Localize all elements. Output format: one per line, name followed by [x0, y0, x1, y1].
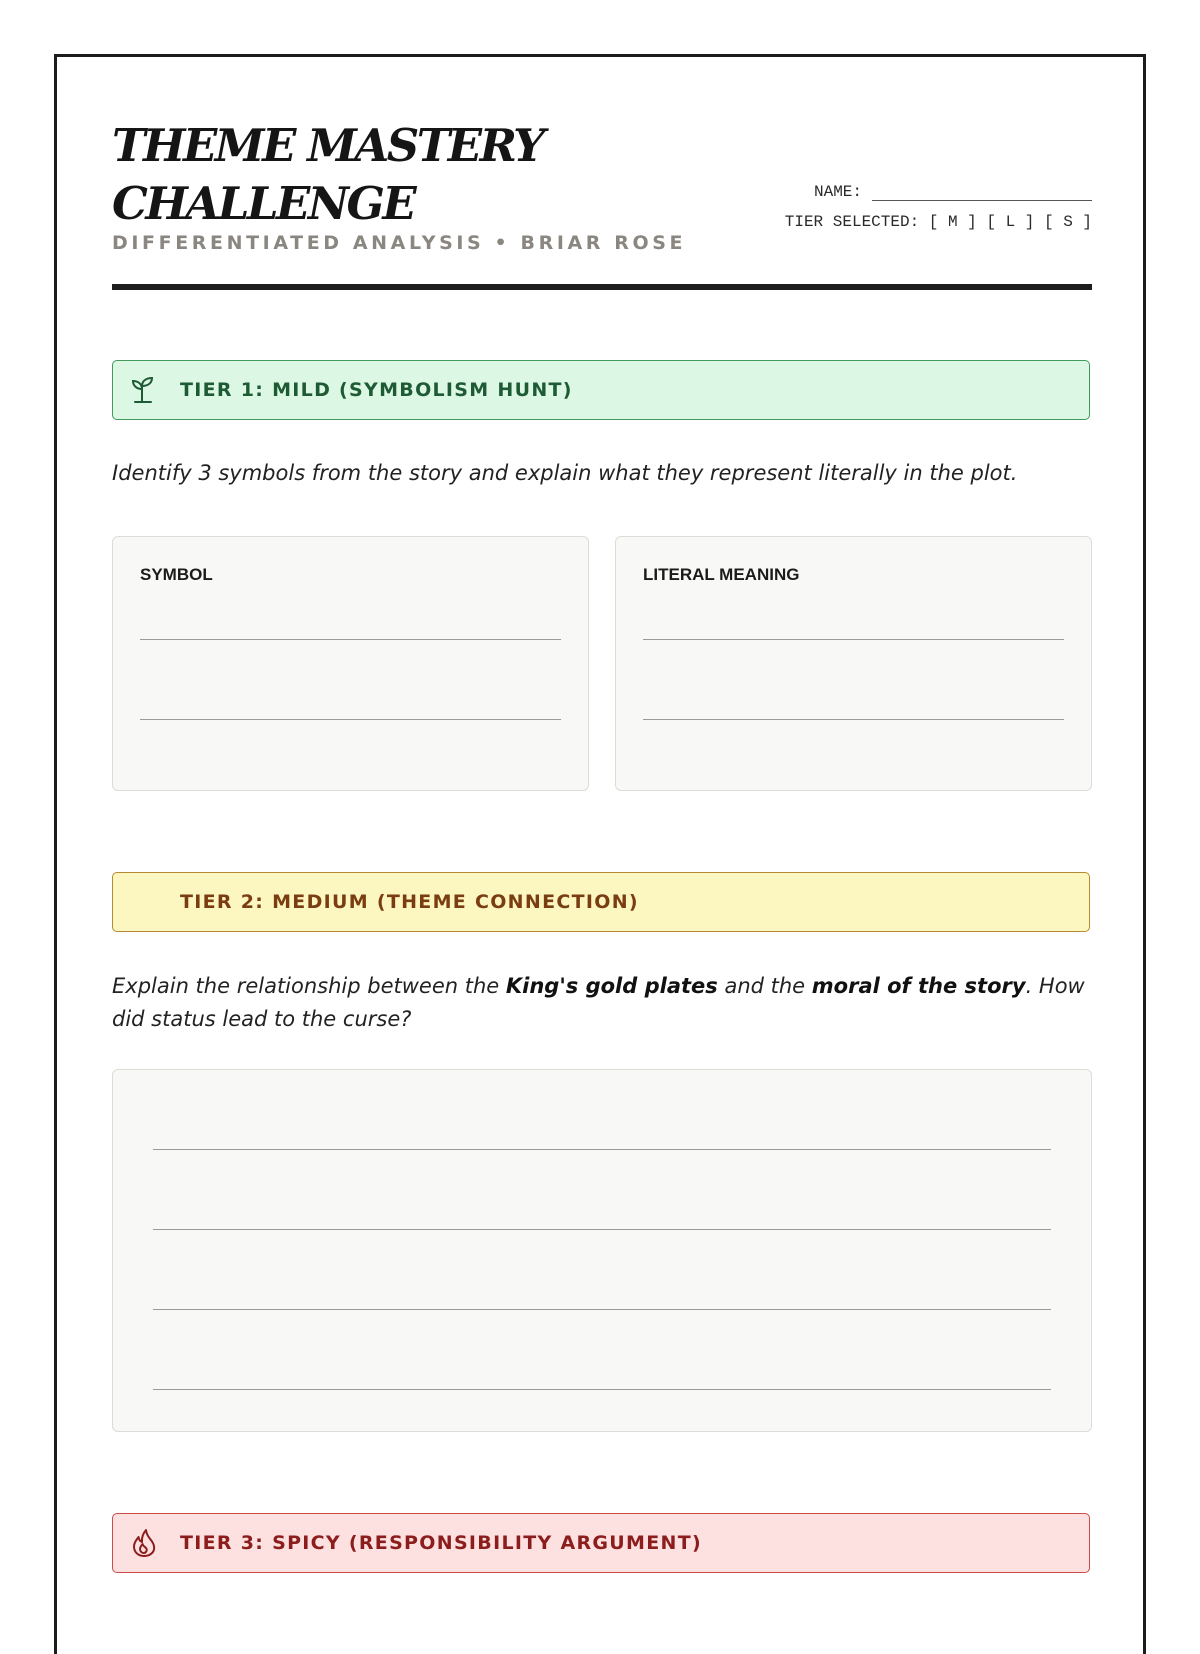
tier-3-label: TIER 3: SPICY (RESPONSIBILITY ARGUMENT) — [180, 1532, 702, 1554]
theme-answer-box — [112, 1069, 1092, 1432]
literal-meaning-box — [615, 536, 1092, 791]
symbol-header: SYMBOL — [140, 565, 213, 584]
symbol-box — [112, 536, 589, 791]
name-field[interactable] — [872, 186, 1092, 201]
symbol-answer-line[interactable] — [140, 639, 561, 640]
tier-2-instruction — [112, 970, 1092, 1036]
literal-meaning-header: LITERAL MEANING — [643, 565, 800, 584]
instruction-emphasis: moral of the story — [811, 974, 1026, 998]
instruction-text: . How did status lead to the curse? — [112, 974, 1085, 1031]
answer-line[interactable] — [153, 1309, 1051, 1310]
page-subtitle: DIFFERENTIATED ANALYSIS • BRIAR ROSE — [112, 232, 687, 254]
worksheet-page — [54, 54, 1146, 1654]
meaning-answer-line[interactable] — [643, 639, 1064, 640]
meaning-answer-line[interactable] — [643, 719, 1064, 720]
answer-line[interactable] — [153, 1149, 1051, 1150]
symbol-answer-line[interactable] — [140, 719, 561, 720]
tier-2-banner — [112, 872, 1090, 932]
name-row — [762, 179, 1092, 201]
tier-1-label: TIER 1: MILD (SYMBOLISM HUNT) — [180, 379, 573, 401]
instruction-text: Explain the relationship between the — [112, 974, 506, 998]
answer-line[interactable] — [153, 1389, 1051, 1390]
student-info — [762, 179, 1092, 235]
tier-1-banner — [112, 360, 1090, 420]
name-label: NAME: — [813, 183, 862, 201]
tier-2-label: TIER 2: MEDIUM (THEME CONNECTION) — [180, 891, 639, 913]
flame-icon — [127, 1526, 161, 1560]
tier-1-instruction: Identify 3 symbols from the story and explain what they represent literally in the plot. — [112, 461, 1018, 485]
sprout-icon — [127, 373, 161, 407]
tier-selection[interactable]: TIER SELECTED: [ M ] [ L ] [ S ] — [784, 213, 1092, 231]
header-divider — [112, 284, 1092, 290]
instruction-text: and the — [717, 974, 812, 998]
page-title: THEME MASTERY CHALLENGE — [112, 119, 543, 230]
instruction-emphasis: King's gold plates — [505, 974, 718, 998]
tier-3-banner — [112, 1513, 1090, 1573]
answer-line[interactable] — [153, 1229, 1051, 1230]
